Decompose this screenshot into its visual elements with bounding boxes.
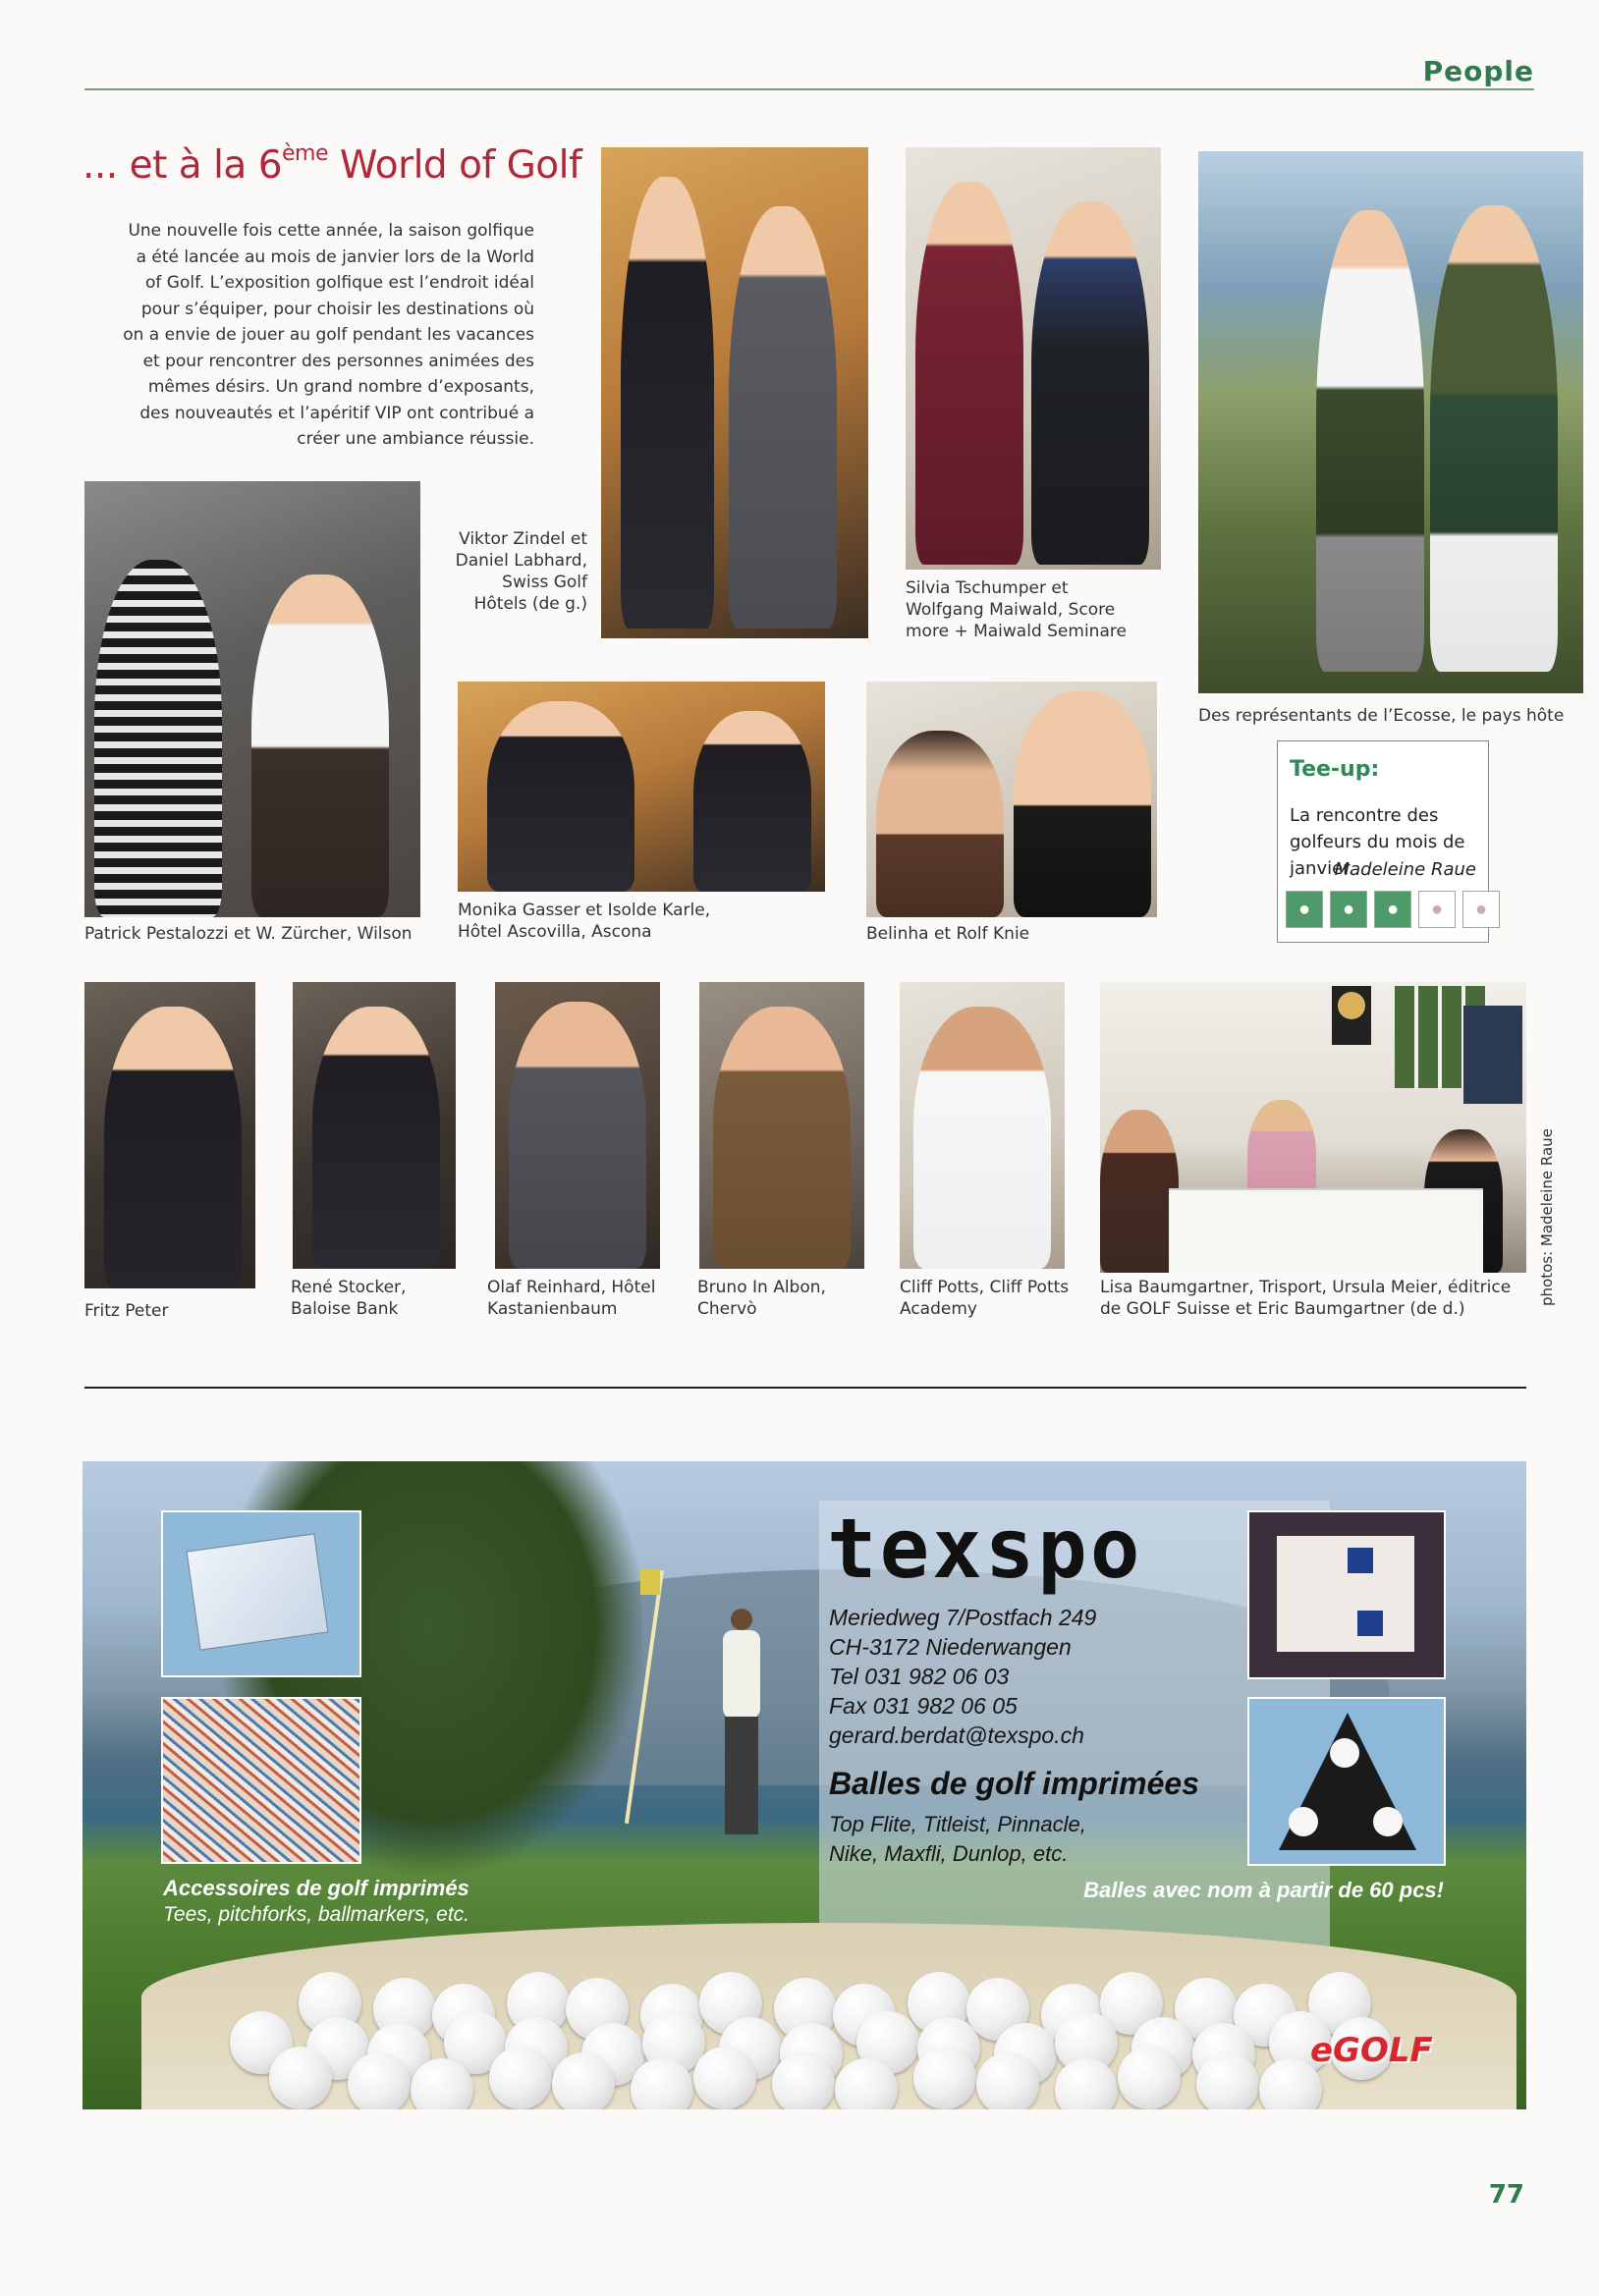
caption-albon: Bruno In Albon, Chervò <box>697 1278 826 1319</box>
page-number: 77 <box>1488 2180 1524 2210</box>
title-suffix: World of Golf <box>328 143 582 188</box>
ad-thumb-ballbox <box>161 1510 361 1677</box>
photo-baumgartner <box>1100 982 1526 1273</box>
texspo-logo: texspo <box>827 1501 1143 1597</box>
person-figure <box>509 1002 646 1269</box>
person-figure <box>729 206 837 629</box>
article-title <box>83 141 581 188</box>
teeup-title: Tee-up: <box>1290 757 1380 782</box>
person-figure <box>693 711 811 892</box>
golf-ball <box>913 2047 976 2109</box>
caption-stocker: René Stocker, Baloise Bank <box>291 1278 407 1319</box>
caption-tschumper: Silvia Tschumper et Wolfgang Maiwald, Score more + Maiwald Seminare <box>906 578 1127 641</box>
photo-pestalozzi-zurcher <box>84 481 420 917</box>
brands-line: Top Flite, Titleist, Pinnacle, <box>829 1812 1086 1836</box>
golf-tee-icon: ● <box>1462 891 1500 928</box>
section-divider <box>84 1387 1526 1389</box>
golf-ball <box>976 2052 1039 2109</box>
accessories-text: Tees, pitchforks, ballmarkers, etc. <box>163 1903 470 1926</box>
person-figure <box>312 1007 440 1269</box>
person-figure <box>487 701 634 892</box>
booth-screen <box>1463 1006 1522 1104</box>
photo-bruno-albon <box>699 982 864 1269</box>
caption-zindel: Viktor Zindel et Daniel Labhard, Swiss Golf Hôtels (de g.) <box>455 529 587 614</box>
teeup-author: Madeleine Raue <box>1334 859 1476 880</box>
ad-address <box>829 1603 1096 1750</box>
header-rule <box>84 88 1534 90</box>
person-figure <box>1014 691 1151 917</box>
person-figure <box>251 574 389 917</box>
person-figure <box>713 1007 851 1269</box>
ad-brands <box>829 1810 1086 1869</box>
caption-ecosse: Des représentants de l’Ecosse, le pays hôte <box>1198 706 1565 726</box>
golf-tee-icon: ● <box>1374 891 1411 928</box>
golf-ball <box>489 2047 552 2109</box>
phone-line: Tel 031 982 06 03 <box>829 1664 1010 1689</box>
photo-knie <box>866 682 1157 917</box>
golf-ball <box>348 2052 411 2109</box>
golf-ball <box>1118 2047 1181 2109</box>
caption-potts: Cliff Potts, Cliff Potts Academy <box>900 1278 1070 1319</box>
photo-gasser-karle <box>458 682 825 892</box>
caption-reinhard: Olaf Reinhard, Hôtel Kastanienbaum <box>487 1278 656 1319</box>
title-prefix: ... et à la 6 <box>83 143 283 188</box>
golf-tee-icon: ● <box>1286 891 1323 928</box>
teeup-box <box>1277 740 1489 943</box>
person-figure <box>621 177 714 629</box>
fax-line: Fax 031 982 06 05 <box>829 1693 1018 1719</box>
photo-ecosse <box>1198 151 1583 693</box>
golf-ball <box>552 2052 615 2109</box>
photo-zindel-labhard <box>601 147 868 638</box>
photo-fritz-peter <box>84 982 255 1288</box>
ad-golfer <box>711 1609 770 1844</box>
balls-note: Balles avec nom à partir de 60 pcs! <box>1083 1878 1444 1902</box>
person-figure <box>94 560 222 917</box>
golf-ball <box>269 2047 332 2109</box>
ad-thumb-ballmarker <box>1247 1697 1446 1866</box>
photo-credit: photos: Madeleine Raue <box>1538 1128 1556 1306</box>
photo-rene-stocker <box>293 982 456 1269</box>
caption-knie: Belinha et Rolf Knie <box>866 924 1030 944</box>
address-line: Meriedweg 7/Postfach 249 <box>829 1605 1097 1630</box>
caption-gasser: Monika Gasser et Isolde Karle, Hôtel Ascovilla, Ascona <box>458 901 711 942</box>
caption-baumgartner: Lisa Baumgartner, Trisport, Ursula Meier, éditrice de GOLF Suisse et Eric Baumgartner (de d.) <box>1100 1278 1512 1319</box>
article-intro: Une nouvelle fois cette année, la saison golfique a été lancée au mois de janvier lors de la World of Golf. L’exposition golfique est l’endroit idéal pour s’équiper, pour choisir les destinations où on a envie de jouer au golf pendant les vacances et pour rencontrer des personnes animées des mêmes désirs. Un grand nombre d’exposants, des nouveautés et l’apéritif VIP ont contribué a créer une ambiance réussie. <box>123 221 534 449</box>
email-line: gerard.berdat@texspo.ch <box>829 1722 1084 1748</box>
texspo-advertisement <box>83 1461 1526 2109</box>
caption-peter: Fritz Peter <box>84 1301 169 1321</box>
person-figure <box>1316 210 1424 672</box>
golf-ball <box>693 2047 756 2109</box>
ad-thumb-tees <box>161 1697 361 1864</box>
person-figure <box>913 1007 1051 1269</box>
teeup-text: La rencontre des golfeurs du mois de janvier. <box>1290 805 1465 879</box>
photo-olaf-reinhard <box>495 982 660 1269</box>
brands-line: Nike, Maxfli, Dunlop, etc. <box>829 1841 1069 1866</box>
ad-headline: Balles de golf imprimées <box>829 1766 1200 1801</box>
golf-ball <box>1196 2052 1259 2109</box>
accessories-title: Accessoires de golf imprimés <box>163 1876 469 1900</box>
person-figure <box>1031 201 1149 565</box>
caption-pestalozzi: Patrick Pestalozzi et W. Zürcher, Wilson <box>84 924 413 944</box>
golf-tee-icon: ● <box>1418 891 1456 928</box>
person-figure <box>876 731 1004 917</box>
title-superscript: ème <box>282 141 329 166</box>
photo-tschumper-maiwald <box>906 147 1161 570</box>
person-figure <box>1100 1110 1179 1273</box>
booth-poster <box>1338 992 1365 1019</box>
golf-tee-icon: ● <box>1330 891 1367 928</box>
person-figure <box>1430 205 1558 672</box>
golf-ball <box>772 2052 835 2109</box>
ad-thumb-teeset <box>1247 1510 1446 1679</box>
address-line: CH-3172 Niederwangen <box>829 1634 1072 1660</box>
photo-cliff-potts <box>900 982 1065 1269</box>
section-title: People <box>1422 55 1534 87</box>
person-figure <box>104 1007 242 1288</box>
egolf-logo: eGOLF <box>1310 2031 1433 2070</box>
teeup-rating <box>1286 891 1500 928</box>
booth-table <box>1169 1188 1483 1273</box>
person-figure <box>915 182 1023 565</box>
